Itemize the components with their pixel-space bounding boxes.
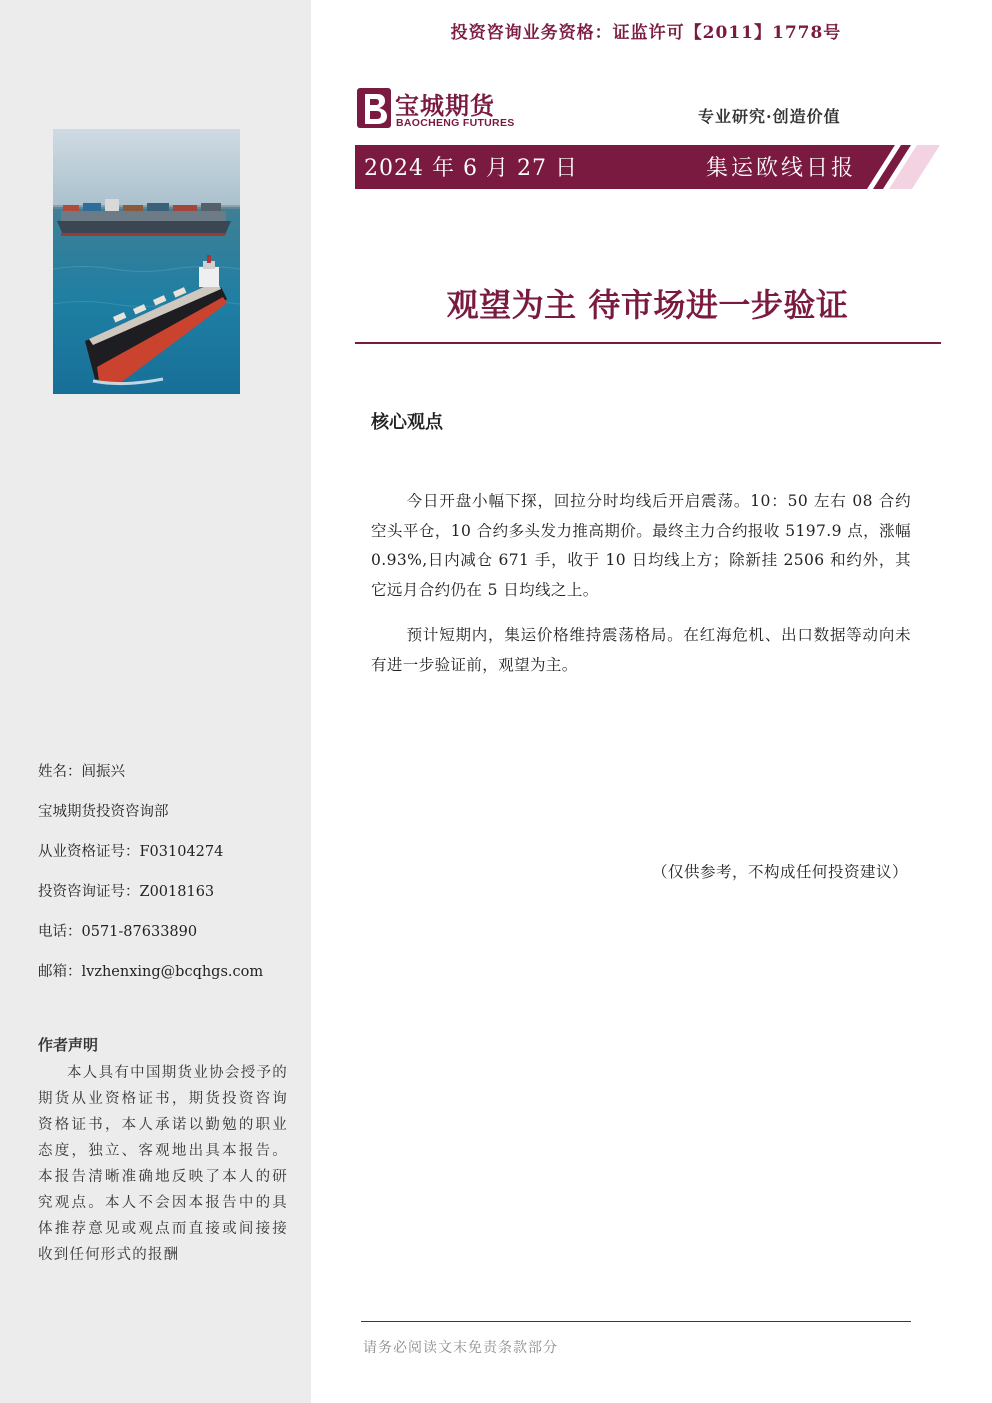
core-viewpoint-title: 核心观点	[371, 412, 443, 433]
logo-name-en: BAOCHENG FUTURES	[396, 117, 515, 129]
headline: 观望为主 待市场进一步验证	[446, 286, 849, 324]
author-email: 邮箱：lvzhenxing@bcqhgs.com	[38, 964, 264, 980]
author-advisory-cert: 投资咨询证号：Z0018163	[38, 884, 215, 900]
core-paragraph-2: 预计短期内，集运价格维持震荡格局。在红海危机、出口数据等动向未有进一步验证前，观望为主。	[371, 626, 911, 674]
author-qualification-cert: 从业资格证号：F03104274	[38, 844, 224, 860]
core-paragraph-1: 今日开盘小幅下探，回拉分时均线后开启震荡。10：50 左右 08 合约空头平仓，10 合约多头发力推高期价。最终主力合约报收 5197.9 点，涨幅 0.93%,日内减仓 671 手，收于 10 日均线上方；除新挂 2506 和约外，其它远月合约仍在 5 日均线之上。	[371, 492, 911, 599]
cover-photo-ships	[53, 129, 240, 394]
report-date: 2024 年 6 月 27 日	[364, 156, 578, 181]
declaration-title: 作者声明	[38, 1036, 99, 1054]
author-department: 宝城期货投资咨询部	[38, 804, 169, 820]
license-line: 投资咨询业务资格：证监许可【2011】1778号	[450, 23, 842, 43]
footer-note: 请务必阅读文末免责条款部分	[363, 1340, 558, 1356]
author-info	[38, 752, 300, 992]
disclaimer: （仅供参考，不构成任何投资建议）	[652, 863, 909, 881]
author-name: 姓名：闾振兴	[38, 764, 125, 780]
headline-divider	[355, 342, 941, 344]
footer-divider	[361, 1321, 911, 1322]
logo-name-cn: 宝城期货	[395, 92, 495, 120]
slogan: 专业研究·创造价值	[698, 107, 841, 126]
author-phone: 电话：0571-87633890	[38, 924, 198, 940]
report-type: 集运欧线日报	[706, 156, 857, 181]
sidebar	[0, 0, 311, 1403]
company-logo	[355, 84, 525, 134]
declaration-body: 本人具有中国期货业协会授予的期货从业资格证书，期货投资咨询资格证书，本人承诺以勤勉的职业态度，独立、客观地出具本报告。本报告清晰准确地反映了本人的研究观点。本人不会因本报告中的具体推荐意见或观点而直接或间接接收到任何形式的报酬	[38, 1065, 288, 1263]
report-banner	[355, 145, 940, 189]
logo-b-icon	[355, 84, 395, 132]
